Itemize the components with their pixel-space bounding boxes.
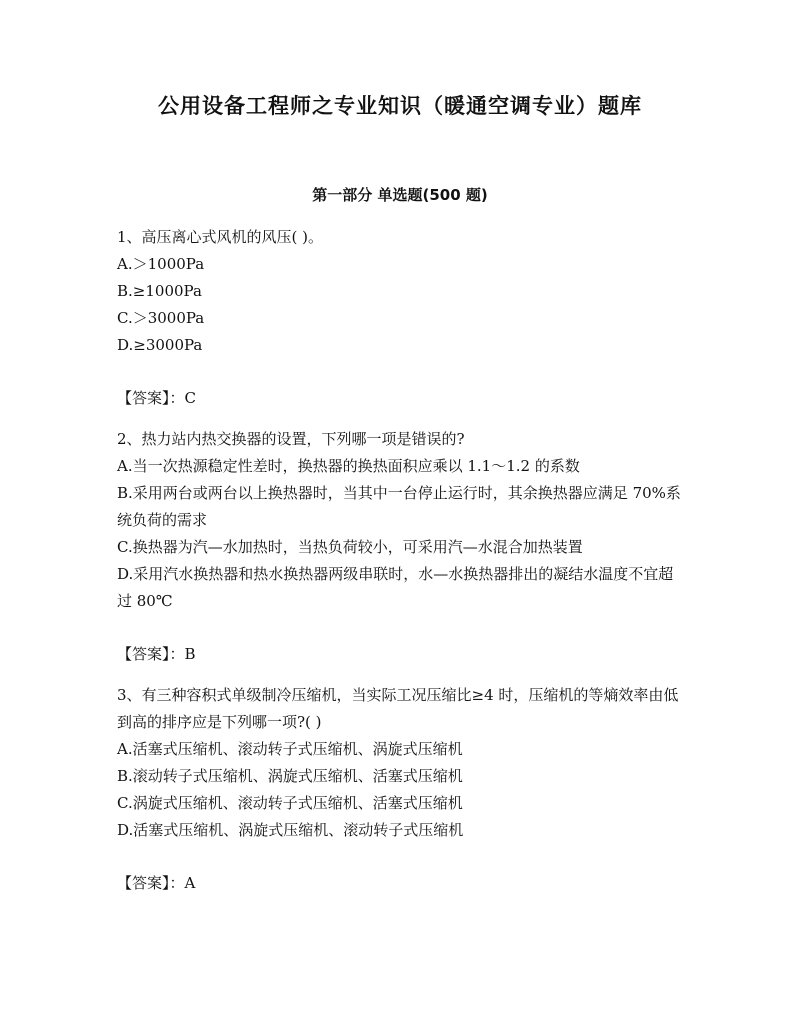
option-a: A.＞1000Pa: [117, 255, 205, 273]
option-c: C.＞3000Pa: [117, 309, 205, 327]
answer-2: 【答案】：B: [117, 645, 196, 663]
option-a: A.活塞式压缩机、滚动转子式压缩机、涡旋式压缩机: [117, 740, 463, 758]
question-2: [117, 426, 687, 615]
option-c: C.涡旋式压缩机、滚动转子式压缩机、活塞式压缩机: [117, 794, 463, 812]
answer-3: 【答案】：A: [117, 874, 196, 892]
question-list: [117, 224, 687, 897]
section-heading: 第一部分 单选题(500 题): [312, 186, 488, 204]
question-stem: 3、有三种容积式单级制冷压缩机，当实际工况压缩比≥4 时，压缩机的等熵效率由低到高的排序应是下列哪一项?( ): [117, 686, 679, 731]
question-3: [117, 682, 687, 844]
option-d: D.采用汽水换热器和热水换热器两级串联时，水—水换热器排出的凝结水温度不宜超过 80℃: [117, 565, 674, 610]
option-b: B.滚动转子式压缩机、涡旋式压缩机、活塞式压缩机: [117, 767, 463, 785]
answer-1: 【答案】：C: [117, 389, 196, 407]
question-stem: 2、热力站内热交换器的设置，下列哪一项是错误的?: [117, 430, 465, 448]
question-stem: 1、高压离心式风机的风压( )。: [117, 228, 324, 246]
option-a: A.当一次热源稳定性差时，换热器的换热面积应乘以 1.1～1.2 的系数: [117, 457, 580, 475]
option-b: B.≥1000Pa: [117, 282, 202, 300]
option-b: B.采用两台或两台以上换热器时，当其中一台停止运行时，其余换热器应满足 70%系统负荷的需求: [117, 484, 681, 529]
option-d: D.≥3000Pa: [117, 336, 203, 354]
option-c: C.换热器为汽—水加热时，当热负荷较小，可采用汽—水混合加热装置: [117, 538, 583, 556]
question-1: [117, 224, 687, 359]
document-title: 公用设备工程师之专业知识（暖通空调专业）题库: [158, 94, 642, 118]
option-d: D.活塞式压缩机、涡旋式压缩机、滚动转子式压缩机: [117, 821, 464, 839]
